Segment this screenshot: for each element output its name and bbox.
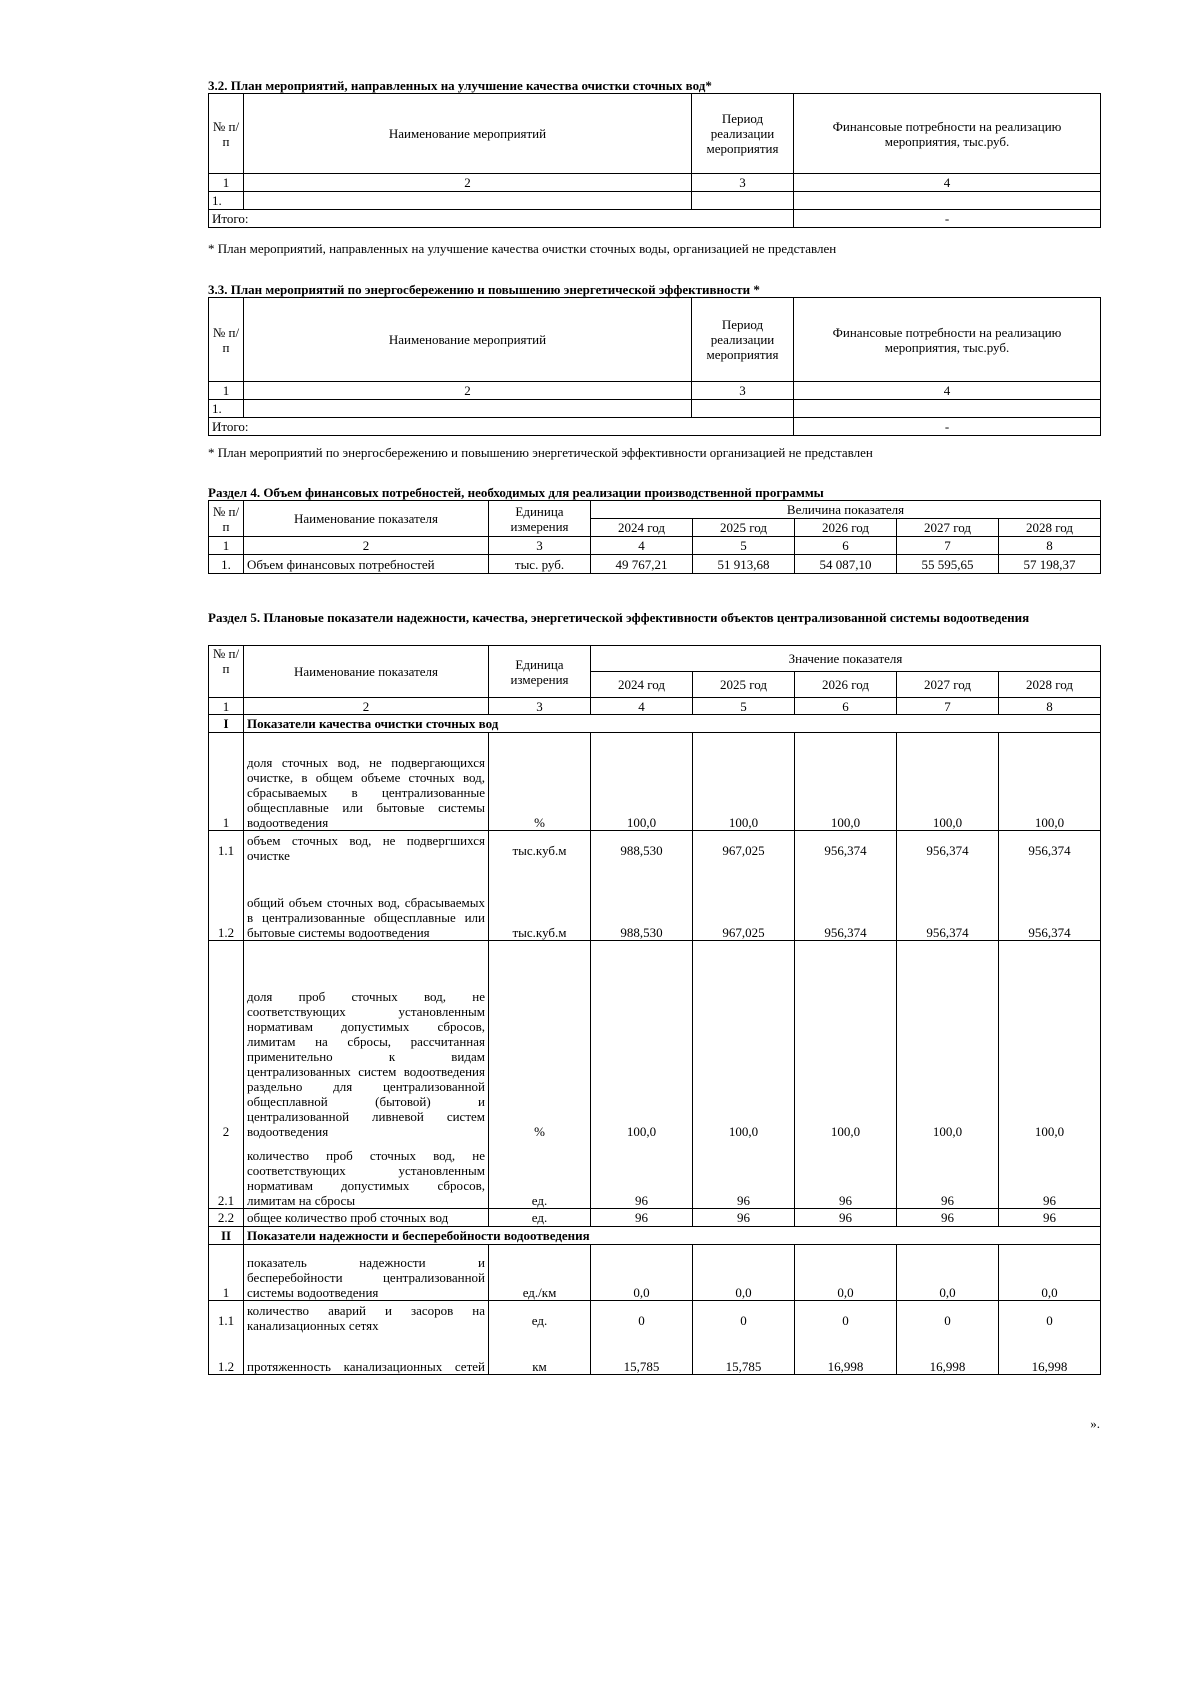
total-label: Итого: <box>209 418 794 436</box>
table-section-4 <box>208 500 1101 574</box>
row-value: 100,0 <box>999 941 1101 1143</box>
row-value: 956,374 <box>999 871 1101 941</box>
header-name: Наименование мероприятий <box>244 298 692 382</box>
col-num: 2 <box>244 537 489 555</box>
row-value: 956,374 <box>999 831 1101 871</box>
row-value: 96 <box>795 1143 897 1209</box>
row-unit: ед. <box>489 1301 591 1341</box>
row-value: 96 <box>693 1209 795 1227</box>
row-value: 100,0 <box>693 733 795 831</box>
row-name: количество аварий и засоров на канализационных сетях <box>244 1301 489 1341</box>
row-unit: тыс.куб.м <box>489 831 591 871</box>
row-num: 1. <box>209 192 244 210</box>
col-num: 3 <box>489 698 591 715</box>
col-num: 8 <box>999 698 1101 715</box>
row-value: 0 <box>693 1301 795 1341</box>
year-header: 2026 год <box>795 519 897 537</box>
col-num: 3 <box>489 537 591 555</box>
header-num: № п/п <box>209 646 244 698</box>
col-num: 5 <box>693 698 795 715</box>
row-value: 0,0 <box>999 1245 1101 1301</box>
row-num: 1 <box>209 733 244 831</box>
section-3-2-note: * План мероприятий, направленных на улучшение качества очистки сточных воды, организацией не представлен <box>208 241 837 256</box>
header-name: Наименование мероприятий <box>244 94 692 174</box>
row-value: 988,530 <box>591 871 693 941</box>
row-value: 956,374 <box>795 831 897 871</box>
row-cell <box>244 400 692 418</box>
col-num: 3 <box>692 174 794 192</box>
table-3-3 <box>208 297 1101 436</box>
row-value: 96 <box>795 1209 897 1227</box>
header-finance: Финансовые потребности на реализацию мероприятия, тыс.руб. <box>794 298 1101 382</box>
year-header: 2028 год <box>999 519 1101 537</box>
row-unit: ед. <box>489 1143 591 1209</box>
row-unit: ед./км <box>489 1245 591 1301</box>
col-num: 8 <box>999 537 1101 555</box>
row-cell <box>692 192 794 210</box>
total-value: - <box>794 418 1101 436</box>
row-value: 96 <box>693 1143 795 1209</box>
header-period: Период реализации мероприятия <box>692 94 794 174</box>
section-3-2-title: 3.2. План мероприятий, направленных на улучшение качества очистки сточных вод* <box>208 78 712 93</box>
row-value: 0,0 <box>897 1245 999 1301</box>
row-cell <box>794 192 1101 210</box>
row-value: 100,0 <box>795 941 897 1143</box>
row-num: 1.1 <box>209 1301 244 1341</box>
row-num: 2 <box>209 941 244 1143</box>
year-header: 2028 год <box>999 672 1101 698</box>
row-value: 100,0 <box>795 733 897 831</box>
col-num: 1 <box>209 537 244 555</box>
row-value: 96 <box>999 1209 1101 1227</box>
col-num: 2 <box>244 174 692 192</box>
row-num: 1.2 <box>209 1341 244 1375</box>
row-unit: тыс. руб. <box>489 555 591 574</box>
row-value: 988,530 <box>591 831 693 871</box>
year-header: 2025 год <box>693 519 795 537</box>
row-name: протяженность канализационных сетей <box>244 1341 489 1375</box>
header-unit: Единица измерения <box>489 646 591 698</box>
row-value: 967,025 <box>693 831 795 871</box>
row-value: 0,0 <box>795 1245 897 1301</box>
header-value: Величина показателя <box>591 501 1101 519</box>
col-num: 4 <box>794 174 1101 192</box>
year-header: 2024 год <box>591 672 693 698</box>
row-num: 1. <box>209 555 244 574</box>
col-num: 1 <box>209 698 244 715</box>
year-header: 2027 год <box>897 672 999 698</box>
col-num: 2 <box>244 698 489 715</box>
col-num: 7 <box>897 698 999 715</box>
row-value: 96 <box>897 1143 999 1209</box>
table-section-5 <box>208 645 1101 1375</box>
header-name: Наименование показателя <box>244 501 489 537</box>
row-value: 96 <box>999 1143 1101 1209</box>
row-name: количество проб сточных вод, не соответствующих установленным нормативам допустимых сбросов, лимитам на сбросы <box>244 1143 489 1209</box>
section-5-title: Раздел 5. Плановые показатели надежности, качества, энергетической эффективности объектов централизованной системы водоотведения <box>208 610 1030 625</box>
row-value: 0 <box>999 1301 1101 1341</box>
row-value: 96 <box>591 1143 693 1209</box>
row-value: 100,0 <box>897 941 999 1143</box>
row-value: 100,0 <box>591 733 693 831</box>
row-value: 0 <box>897 1301 999 1341</box>
row-value: 16,998 <box>999 1341 1101 1375</box>
col-num: 4 <box>591 698 693 715</box>
row-value: 15,785 <box>591 1341 693 1375</box>
header-value: Значение показателя <box>591 646 1101 672</box>
row-value: 16,998 <box>897 1341 999 1375</box>
col-num: 4 <box>591 537 693 555</box>
year-header: 2024 год <box>591 519 693 537</box>
row-value: 0 <box>795 1301 897 1341</box>
total-value: - <box>794 210 1101 228</box>
year-header: 2026 год <box>795 672 897 698</box>
section-4-title: Раздел 4. Объем финансовых потребностей, необходимых для реализации производственной программы <box>208 485 824 500</box>
row-num: 1 <box>209 1245 244 1301</box>
row-value: 100,0 <box>591 941 693 1143</box>
section-3-3-note: * План мероприятий по энергосбережению и повышению энергетической эффективности организацией не представлен <box>208 445 873 460</box>
group-title: Показатели качества очистки сточных вод <box>244 715 1101 733</box>
section-3-3-title: 3.3. План мероприятий по энергосбережению и повышению энергетической эффективности * <box>208 282 760 297</box>
row-num: 1. <box>209 400 244 418</box>
row-value: 49 767,21 <box>591 555 693 574</box>
row-value: 0 <box>591 1301 693 1341</box>
group-num: II <box>209 1227 244 1245</box>
header-period: Период реализации мероприятия <box>692 298 794 382</box>
row-value: 54 087,10 <box>795 555 897 574</box>
table-3-2 <box>208 93 1101 228</box>
row-value: 16,998 <box>795 1341 897 1375</box>
row-name: доля сточных вод, не подвергающихся очистке, в общем объеме сточных вод, сбрасываемых в централизованные общесплавные или бытовые системы водоотведения <box>244 733 489 831</box>
header-num: № п/п <box>209 298 244 382</box>
col-num: 4 <box>794 382 1101 400</box>
row-num: 2.2 <box>209 1209 244 1227</box>
row-cell <box>692 400 794 418</box>
header-name: Наименование показателя <box>244 646 489 698</box>
col-num: 2 <box>244 382 692 400</box>
row-value: 967,025 <box>693 871 795 941</box>
row-unit: ед. <box>489 1209 591 1227</box>
group-title: Показатели надежности и бесперебойности водоотведения <box>244 1227 1101 1245</box>
row-value: 15,785 <box>693 1341 795 1375</box>
row-name: объем сточных вод, не подвергшихся очистке <box>244 831 489 871</box>
row-unit: % <box>489 733 591 831</box>
row-value: 100,0 <box>693 941 795 1143</box>
row-num: 1.2 <box>209 871 244 941</box>
row-num: 1.1 <box>209 831 244 871</box>
row-value: 956,374 <box>795 871 897 941</box>
row-unit: км <box>489 1341 591 1375</box>
col-num: 3 <box>692 382 794 400</box>
row-unit: тыс.куб.м <box>489 871 591 941</box>
closing-quote: ». <box>1090 1416 1100 1431</box>
row-name: Объем финансовых потребностей <box>244 555 489 574</box>
row-unit: % <box>489 941 591 1143</box>
col-num: 6 <box>795 698 897 715</box>
year-header: 2025 год <box>693 672 795 698</box>
row-value: 57 198,37 <box>999 555 1101 574</box>
row-name: общее количество проб сточных вод <box>244 1209 489 1227</box>
row-value: 956,374 <box>897 831 999 871</box>
row-num: 2.1 <box>209 1143 244 1209</box>
row-name: показатель надежности и бесперебойности централизованной системы водоотведения <box>244 1245 489 1301</box>
row-value: 55 595,65 <box>897 555 999 574</box>
row-name: общий объем сточных вод, сбрасываемых в централизованные общесплавные или бытовые системы водоотведения <box>244 871 489 941</box>
header-num: № п/п <box>209 501 244 537</box>
col-num: 6 <box>795 537 897 555</box>
header-num: № п/п <box>209 94 244 174</box>
col-num: 1 <box>209 174 244 192</box>
row-value: 956,374 <box>897 871 999 941</box>
row-value: 51 913,68 <box>693 555 795 574</box>
row-value: 100,0 <box>897 733 999 831</box>
row-value: 96 <box>591 1209 693 1227</box>
total-label: Итого: <box>209 210 794 228</box>
col-num: 1 <box>209 382 244 400</box>
year-header: 2027 год <box>897 519 999 537</box>
header-finance: Финансовые потребности на реализацию мероприятия, тыс.руб. <box>794 94 1101 174</box>
col-num: 7 <box>897 537 999 555</box>
row-value: 100,0 <box>999 733 1101 831</box>
row-name: доля проб сточных вод, не соответствующих установленным нормативам допустимых сбросов, лимитам на сбросы, рассчитанная применительно к видам централизованных систем водоотведения раздельно для централизованной общесплавной (бытовой) и централизованной ливневой систем водоотведения <box>244 941 489 1143</box>
header-unit: Единица измерения <box>489 501 591 537</box>
col-num: 5 <box>693 537 795 555</box>
group-num: I <box>209 715 244 733</box>
row-value: 0,0 <box>693 1245 795 1301</box>
row-value: 0,0 <box>591 1245 693 1301</box>
row-cell <box>794 400 1101 418</box>
row-value: 96 <box>897 1209 999 1227</box>
row-cell <box>244 192 692 210</box>
